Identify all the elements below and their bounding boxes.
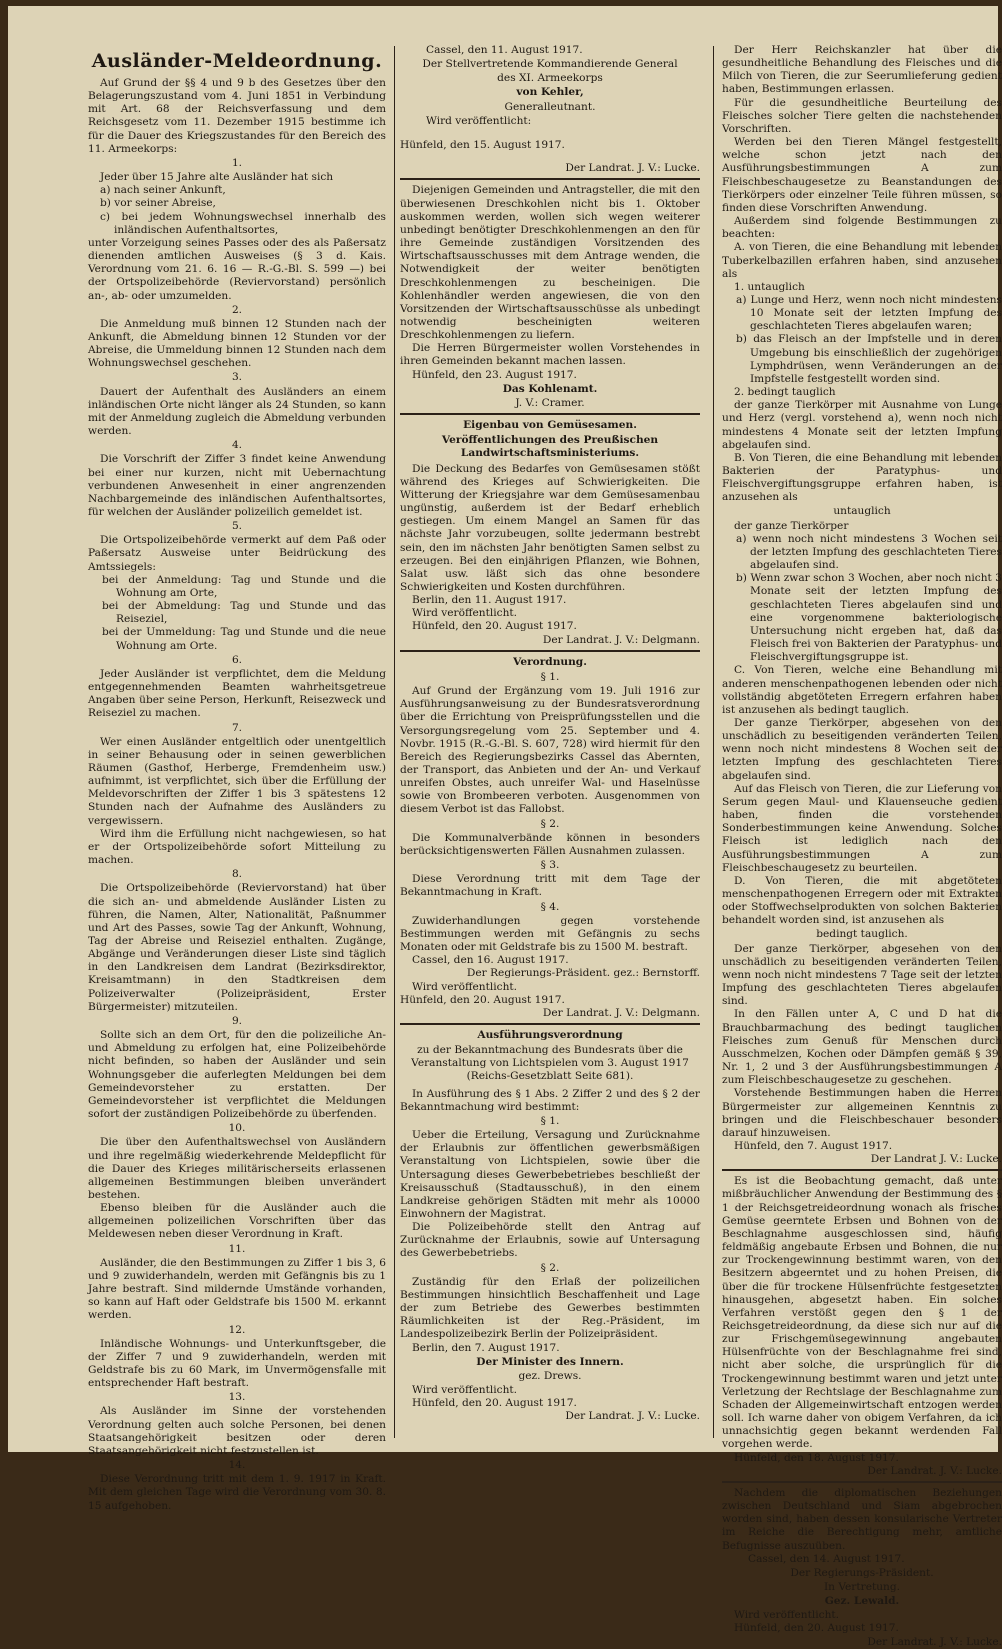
section-number: § 4.: [540, 900, 560, 913]
list-item: a) Lunge und Herz, wenn noch nicht mindestens 10 Monate seit der letzten Impfung des geschlachteten Tieres abgelaufen waren;: [736, 293, 1002, 333]
paragraph: der ganze Tierkörper mit Ausnahme von Lunge und Herz (vergl. vorstehend a), wenn noch nicht mindestens 4 Monate seit der letzten Impfung abgelaufen sind.: [722, 399, 1002, 451]
paragraph: Ausländer, die den Bestimmungen zu Ziffer 1 bis 3, 6 und 9 zuwiderhandeln, werden mit Gefängnis bis zu 1 Jahre bestraft. Sind mildernde Umstände vorhanden, so kann auf Haft oder Geldstrafe bis 1500 M. erkannt werden.: [88, 1256, 386, 1322]
signature: Gez. Lewald.: [824, 1595, 900, 1608]
section-divider: [400, 650, 700, 652]
section-number: § 1.: [540, 670, 560, 683]
place-date: Hünfeld, den 20. August 1917.: [412, 620, 577, 633]
paragraph: Es ist die Beobachtung gemacht, daß unter mißbräuchlicher Anwendung der Bestimmung des § 1 der Reichsgetreideordnung wonach als frisches Gemüse geerntete Erbsen und Bohnen von der Beschlagnahme ausgeschlossen sind, häufig feldmäßig angebaute Erbsen und Bohnen, die nur zur Trockengewinnung bestimmt waren, von den Besitzern abgeerntet und zu hohen Preisen, die über die für trockene Hülsenfrüchte festgesetzten hinausgehen, abgesetzt haben. Ein solches Verfahren verstößt gegen den § 1 der Reichsgetreideordnung, da diese sich nur auf die zur Frischgemüsegewinnung angebauten Hülsenfrüchte von der Beschlagnahme frei sind, nicht aber solche, die ursprünglich für die Trockengewinnung bestimmt waren und jetzt unter Verletzung der Rechtslage der Beschlagnahme zum Schaden der Allgemeinwirtschaft entzogen werden soll. Ich warne daher von obigem Verfahren, da ich unnachsichtig gegen bekannt werdenden Fall vorgehen werde.: [722, 1175, 1002, 1451]
place-date: Hünfeld, den 23. August 1917.: [412, 368, 577, 381]
paragraph: Jeder Ausländer ist verpflichtet, dem die Meldung entgegennehmenden Beamten wahrheitsgetreue Angaben über seine Person, Herkunft, Reisezweck und Reiseziel zu machen.: [88, 667, 386, 720]
office: Der Regierungs-Präsident. gez.: Bernstorff.: [466, 967, 700, 980]
paragraph: Die Ortspolizeibehörde vermerkt auf dem Paß oder Paßersatz Ausweise unter Beidrückung des Amtssiegels:: [88, 534, 386, 573]
place-date: Berlin, den 11. August 1917.: [412, 594, 567, 607]
section-number: 5.: [231, 520, 243, 533]
signatory-rank: Generalleutnant.: [504, 100, 596, 113]
signature: J. V.: Cramer.: [515, 396, 585, 409]
paragraph: B. Von Tieren, die eine Behandlung mit lebenden Bakterien der Paratyphus- und Fleischvergiftungsgruppe erfahren haben, ist anzusehen als: [722, 451, 1002, 504]
publication-note: Wird veröffentlicht:: [426, 114, 532, 127]
list-item: 1. untauglich: [734, 280, 805, 293]
section-number: 3.: [231, 371, 243, 384]
newspaper-page: [8, 6, 1002, 1648]
list-item: untauglich: [833, 505, 891, 518]
paragraph: Der ganze Tierkörper, abgesehen von den unschädlich zu beseitigenden veränderten Teilen, wenn noch nicht mindestens 8 Wochen seit der letzten Impfung des geschlachteten Tieres abgelaufen sind.: [722, 716, 1002, 782]
office: In Vertretung.: [823, 1580, 901, 1593]
place-date: Hünfeld, den 20. August 1917.: [734, 1622, 899, 1635]
place-date: Hünfeld, den 15. August 1917.: [400, 138, 565, 151]
paragraph: Die Herren Bürgermeister wollen Vorstehendes in ihren Gemeinden bekannt machen lassen.: [400, 342, 700, 368]
place-date: Hünfeld, den 20. August 1917.: [400, 993, 565, 1006]
signatory-name: von Kehler,: [516, 86, 584, 99]
paragraph: Sollte sich an dem Ort, für den die polizeiliche An- und Abmeldung zu erfolgen hat, eine Polizeibehörde nicht befinden, so haben der Ausländer und sein Wohnungsgeber die auferlegten Meldungen bei dem Gemeindevorsteher zu erstatten. Der Gemeindevorsteher ist verpflichtet die Meldungen sofort der zuständigen Polizeibehörde zu überfenden.: [88, 1029, 386, 1121]
list-item: bedingt tauglich.: [816, 928, 908, 941]
article-subtitle: zu der Bekanntmachung des Bundesrats über die Veranstaltung von Lichtspielen vom 3. August 1917 (Reichs-Gesetzblatt Seite 681).: [411, 1044, 689, 1083]
list-item: a) nach seiner Ankunft,: [100, 184, 226, 197]
signature: Der Landrat. J. V.: Lucke.: [565, 1410, 700, 1423]
signature: Der Landrat J. V.: Lucke.: [870, 1153, 1002, 1166]
section-number: 12.: [228, 1323, 246, 1336]
paragraph: Der Herr Reichskanzler hat über die gesundheitliche Behandlung des Fleisches und die Milch von Tieren, die zur Seerumlieferung gedient haben, Bestimmungen erlassen.: [722, 44, 1002, 96]
paragraph: Dauert der Aufenthalt des Ausländers an einem inländischen Orte nicht länger als 24 Stunden, so kann mit der Anmeldung zugleich die Abmeldung verbunden werden.: [88, 385, 386, 438]
section-number: 7.: [231, 721, 243, 734]
section-number: § 2.: [540, 1261, 560, 1274]
section-number: 11.: [228, 1242, 246, 1255]
paragraph: Diese Verordnung tritt mit dem Tage der Bekanntmachung in Kraft.: [400, 873, 700, 899]
paragraph: In Ausführung des § 1 Abs. 2 Ziffer 2 und des § 2 der Bekanntmachung wird bestimmt:: [400, 1087, 700, 1113]
section-number: 6.: [231, 653, 243, 666]
paragraph: Auf Grund der §§ 4 und 9 b des Gesetzes über den Belagerungszustand vom 4. Juni 1851 in Verbindung mit Art. 68 der Reichsverfassung und dem Reichsgesetz vom 11. Dezember 1915 bestimme ich für die Dauer des Kriegszustandes für den Bereich des 11. Armeekorps:: [88, 77, 386, 155]
office: des XI. Armeekorps: [497, 72, 603, 85]
paragraph: Inländische Wohnungs- und Unterkunftsgeber, die der Ziffer 7 und 9 zuwiderhandeln, werden mit Geldstrafe bis zu 60 Mark, im Unvermögensfalle mit entsprechender Haft bestraft.: [88, 1337, 386, 1390]
paragraph: Nachdem die diplomatischen Beziehungen zwischen Deutschland und Siam abgebrochen worden sind, haben dessen konsularische Vertreter im Reiche die Berechtigung mehr, amtliche Befugnisse auszuüben.: [722, 1486, 1002, 1552]
paragraph: unter Vorzeigung seines Passes oder des als Paßersatz dienenden amtlichen Ausweises (§ 3 d. Kais. Verordnung vom 21. 6. 16 — R.-G.-Bl. S. 599 —) bei der Ortspolizeibehörde (Reviervorstand) persönlich an-, ab- oder umzumelden.: [88, 236, 386, 302]
paragraph: Vorstehende Bestimmungen haben die Herren Bürgermeister zur allgemeinen Kenntnis zu bringen und die Fleischbeschauer besonders darauf hinzuweisen.: [722, 1087, 1002, 1139]
paragraph: A. von Tieren, die eine Behandlung mit lebenden Tuberkelbazillen erfahren haben, sind anzusehen als: [722, 241, 1002, 280]
office: Das Kohlenamt.: [502, 382, 598, 395]
list-item: a) wenn noch nicht mindestens 3 Wochen seit der letzten Impfung des geschlachteten Tieres abgelaufen sind.: [736, 532, 1002, 572]
office: Der Stellvertretende Kommandierende General: [422, 58, 678, 71]
publication-note: Wird veröffentlicht.: [412, 1384, 518, 1397]
list-item: c) bei jedem Wohnungswechsel innerhalb des inländischen Aufenthaltsortes,: [100, 210, 386, 236]
paragraph: Auf das Fleisch von Tieren, die zur Lieferung von Serum gegen Maul- und Klauenseuche gedient haben, finden die vorstehenden Sonderbestimmungen keine Anwendung. Solches Fleisch ist lediglich nach den Ausführungsbestimmungen A zum Fleischbeschaugesetz zu beurteilen.: [722, 782, 1002, 874]
paragraph: Zuständig für den Erlaß der polizeilichen Bestimmungen hinsichtlich Beschaffenheit und Lage der zum Betriebe des Gewerbes bestimmten Räumlichkeiten ist der Reg.-Präsident, im Landespolizeibezirk Berlin der Polizeipräsident.: [400, 1275, 700, 1341]
paragraph: Der ganze Tierkörper, abgesehen von den unschädlich zu beseitigenden veränderten Teilen, wenn noch nicht mindestens 7 Tage seit der letzten Impfung des geschlachteten Tieres abgelaufen sind.: [722, 942, 1002, 1008]
paragraph: D. Von Tieren, die mit abgetöteten menschenpathogenen Erregern oder mit Extrakten oder Stoffwechselprodukten von solchen Bakterien behandelt worden sind, ist anzusehen als: [722, 874, 1002, 927]
section-number: 8.: [231, 868, 243, 881]
column-auslaender-meldeordnung: [88, 50, 386, 1512]
paragraph: Die Deckung des Bedarfes von Gemüsesamen stößt während des Krieges auf Schwierigkeiten. Die Witterung der Kriegsjahre war dem Gemüsesamenbau ungünstig, außerdem ist der Bedarf erheblich gestiegen. Um einem Mangel an Samen für das nächste Jahr vorzubeugen, sollte jedermann bestrebt sein, den im nächsten Jahr benötigten Samen selbst zu erzeugen. Bei den einjährigen Pflanzen, wie Bohnen, Salat usw. läßt sich das ohne besondere Schwierigkeiten und Kosten durchführen.: [400, 462, 700, 593]
place-date: Cassel, den 11. August 1917.: [426, 44, 583, 56]
signature: gez. Drews.: [518, 1369, 582, 1382]
signature: Der Landrat. J. V.: Lucke.: [867, 1635, 1002, 1648]
section-number: 2.: [231, 303, 243, 316]
paragraph: Die Kommunalverbände können in besonders berücksichtigenswerten Fällen Ausnahmen zulassen.: [400, 831, 700, 857]
paragraph: Außerdem sind folgende Bestimmungen zu beachten:: [722, 215, 1002, 241]
column-middle: [400, 44, 700, 1434]
list-item: bei der Anmeldung: Tag und Stunde und die Wohnung am Orte,: [102, 573, 386, 599]
section-number: § 1.: [540, 1114, 560, 1127]
section-number: 1.: [231, 156, 243, 169]
paragraph: C. Von Tieren, welche eine Behandlung mit anderen menschenpathogenen lebenden oder nicht vollständig abgetöteten Erregern erfahren haben ist anzusehen als bedingt tauglich.: [722, 664, 1002, 716]
article-title: Verordnung.: [513, 655, 587, 668]
section-divider: [722, 1169, 1002, 1171]
section-divider: [722, 1481, 1002, 1483]
paragraph: Diejenigen Gemeinden und Antragsteller, die mit den überwiesenen Dreschkohlen nicht bis 1. Oktober auskommen werden, wollen sich wegen weiterer unbedingt benötigter Dreschkohlenmengen an den für ihre Gemeinde zuständigen Vorsitzenden des Wirtschaftsausschusses mit dem Antrage wenden, die Notwendigkeit der weiter benötigten Dreschkohlenmengen zu bescheinigen. Die Kohlenhändler werden angewiesen, die von den Vorsitzenden der Wirtschaftsausschüsse als unbedingt notwendig bescheinigten weiteren Dreschkohlenmengen zu liefern.: [400, 184, 700, 342]
section-divider: [400, 178, 700, 180]
paragraph: Die Polizeibehörde stellt den Antrag auf Zurücknahme der Erlaubnis, sowie auf Untersagung des Gewerbebetriebs.: [400, 1221, 700, 1260]
publication-note: Wird veröffentlicht.: [734, 1609, 840, 1622]
section-number: 4.: [231, 439, 243, 452]
place-date: Cassel, den 16. August 1917.: [412, 954, 569, 967]
list-item: bei der Abmeldung: Tag und Stunde und das Reiseziel,: [102, 600, 386, 626]
paragraph: Die Anmeldung muß binnen 12 Stunden nach der Ankunft, die Abmeldung binnen 12 Stunden vor der Abreise, die Ummeldung binnen 12 Stunden nach dem Wohnungswechsel geschehen.: [88, 317, 386, 370]
list-item: b) vor seiner Abreise,: [100, 197, 216, 210]
article-title: Ausführungsverordnung: [477, 1028, 623, 1041]
article-title: Ausländer-Meldeordnung.: [91, 50, 383, 72]
list-item: bei der Ummeldung: Tag und Stunde und die neue Wohnung am Orte.: [102, 626, 386, 652]
signature: Der Landrat. J. V.: Delgmann.: [542, 1006, 700, 1019]
paragraph: Die Vorschrift der Ziffer 3 findet keine Anwendung bei einer nur kurzen, nicht mit Uebernachtung verbundenen Anwesenheit in einer angrenzenden Nachbargemeinde des inländischen Aufenthaltsortes, für welchen der Ausländer polizeilich gemeldet ist.: [88, 453, 386, 518]
publication-note: Wird veröffentlicht.: [412, 607, 518, 620]
place-date: Berlin, den 7. August 1917.: [412, 1341, 560, 1354]
paragraph: Für die gesundheitliche Beurteilung des Fleisches solcher Tiere gelten die nachstehenden Vorschriften.: [722, 96, 1002, 135]
section-divider: [400, 413, 700, 415]
column-right: [722, 44, 1002, 1648]
list-item: 2. bedingt tauglich: [734, 386, 836, 399]
signature: Der Landrat. J. V.: Lucke.: [565, 162, 700, 175]
paragraph: Wer einen Ausländer entgeltlich oder unentgeltlich in seiner Behausung oder in seinen gewerblichen Räumen (Gasthof, Herberge, Fremdenheim usw.) aufnimmt, ist verpflichtet, sich über die Erfüllung der Meldevorschriften der Ziffer 1 bis 3 spätestens 12 Stunden nach der Aufnahme des Ausländers zu vergewissern.: [88, 735, 386, 827]
paragraph: Diese Verordnung tritt mit dem 1. 9. 1917 in Kraft. Mit dem gleichen Tage wird die Verordnung vom 30. 8. 15 aufgehoben.: [88, 1473, 386, 1512]
paragraph: Als Ausländer im Sinne der vorstehenden Verordnung gelten auch solche Personen, bei denen Staatsangehörigkeit besitzen oder deren Staatsangehörigkeit nicht festzustellen ist.: [88, 1405, 386, 1457]
section-number: 13.: [228, 1391, 246, 1404]
office: Der Minister des Innern.: [476, 1355, 624, 1368]
paragraph: Zuwiderhandlungen gegen vorstehende Bestimmungen werden mit Gefängnis zu sechs Monaten oder mit Geldstrafe bis zu 1500 M. bestraft.: [400, 914, 700, 954]
signature: Der Landrat. J. V.: Lucke.: [867, 1464, 1002, 1477]
section-number: 14.: [228, 1459, 246, 1472]
list-item: b) Wenn zwar schon 3 Wochen, aber noch nicht 3 Monate seit der letzten Impfung des geschlachteten Tieres abgelaufen sind und eine vorgenommene bakteriologische Untersuchung nicht ergeben hat, daß das Fleisch frei von Bakterien der Paratyphus- und Fleischvergiftungsgruppe ist.: [736, 572, 1002, 664]
section-number: 10.: [228, 1122, 246, 1135]
publication-note: Wird veröffentlicht.: [412, 980, 518, 993]
section-number: § 2.: [540, 817, 560, 830]
place-date: Hünfeld, den 18. August 1917.: [734, 1451, 899, 1464]
place-date: Hünfeld, den 7. August 1917.: [734, 1139, 893, 1152]
paragraph: Wird ihm die Erfüllung nicht nachgewiesen, so hat er der Ortspolizeibehörde sofort Mitteilung zu machen.: [88, 827, 386, 867]
place-date: Cassel, den 14. August 1917.: [748, 1552, 905, 1565]
list-item: b) das Fleisch an der Impfstelle und in deren Umgebung bis einschließlich der zugehörigen Lymphdrüsen, wenn Veränderungen an der Impfstelle festgestellt worden sind.: [736, 333, 1002, 385]
paragraph: Werden bei den Tieren Mängel festgestellt, welche schon jetzt nach den Ausführungsbestimmungen A zum Fleischbeschaugesetze zu Beanstandungen des Tierkörpers oder einzelner Teile führen müssen, so finden diese Vorschriften Anwendung.: [722, 136, 1002, 214]
office: Der Regierungs-Präsident.: [790, 1566, 934, 1579]
column-rule-1: [394, 46, 395, 1438]
signature: Der Landrat. J. V.: Delgmann.: [542, 633, 700, 646]
paragraph: Die Ortspolizeibehörde (Reviervorstand) hat über die sich an- und abmeldende Ausländer Listen zu führen, die Namen, Alter, Nationalität, Paßnummer und Art des Passes, sowie Tag der Ankunft, Wohnung, Tag der Abreise und Reiseziel enthalten. Zugänge, Abgänge und Veränderungen dieser Liste sind täglich in den Landkreisen dem Landrat (Bezirksdirektor, Kreisamtmann) in den Stadtkreisen dem Polizeiverwalter (Polizeipräsident, Erster Bürgermeister) mitzuteilen.: [88, 882, 386, 1013]
paragraph: Jeder über 15 Jahre alte Ausländer hat sich: [100, 171, 334, 184]
article-title: Eigenbau von Gemüsesamen.: [463, 419, 637, 432]
paragraph: Ueber die Erteilung, Versagung und Zurücknahme der Erlaubnis zur öffentlichen gewerbsmäßigen Veranstaltung von Lichtspielen, sowie über die Untersagung dieses Gewerbebetriebes beschließt der Kreisausschuß (Stadtausschuß), in den einem Landkreise gehörigen Städten mit mehr als 10000 Einwohnern der Magistrat.: [400, 1129, 700, 1220]
section-number: § 3.: [540, 859, 560, 872]
paragraph: Die über den Aufenthaltswechsel von Ausländern und ihre regelmäßig wiederkehrende Meldepflicht für die Dauer des Krieges militärischerseits erlassenen allgemeinen Bestimmungen bleiben unverändert bestehen.: [88, 1136, 386, 1201]
paragraph: Auf Grund der Ergänzung vom 19. Juli 1916 zur Ausführungsanweisung zu der Bundesratsverordnung über die Errichtung von Preisprüfungsstellen und die Versorgungsregelung vom 25. September und 4. Novbr. 1915 (R.-G.-Bl. S. 607, 728) wird hiermit für den Bereich des Regierungsbezirks Cassel das Abernten, der Transport, das Anbieten und der An- und Verkauf unreifen Obstes, auch unreifer Wal- und Haselnüsse sowie von Brombeeren verboten. Ausgenommen von diesem Verbot ist das Fallobst.: [400, 685, 700, 816]
paragraph: Ebenso bleiben für die Ausländer auch die allgemeinen polizeilichen Vorschriften über das Meldewesen neben dieser Verordnung in Kraft.: [88, 1202, 386, 1241]
column-rule-2: [713, 46, 714, 1438]
section-divider: [400, 1023, 700, 1025]
section-number: 9.: [231, 1014, 243, 1027]
article-subtitle: Veröffentlichungen des Preußischen Landwirtschaftsministeriums.: [441, 434, 659, 460]
place-date: Hünfeld, den 20. August 1917.: [412, 1397, 577, 1410]
list-item: der ganze Tierkörper: [734, 519, 849, 532]
paragraph: In den Fällen unter A, C und D hat die Brauchbarmachung des bedingt tauglichen Fleisches zum Genuß für Menschen durch Ausschmelzen, Kochen oder Dämpfen gemäß § 39, Nr. 1, 2 und 3 der Ausführungsbestimmungen A zum Fleischbeschaugesetze zu geschehen.: [722, 1008, 1002, 1087]
